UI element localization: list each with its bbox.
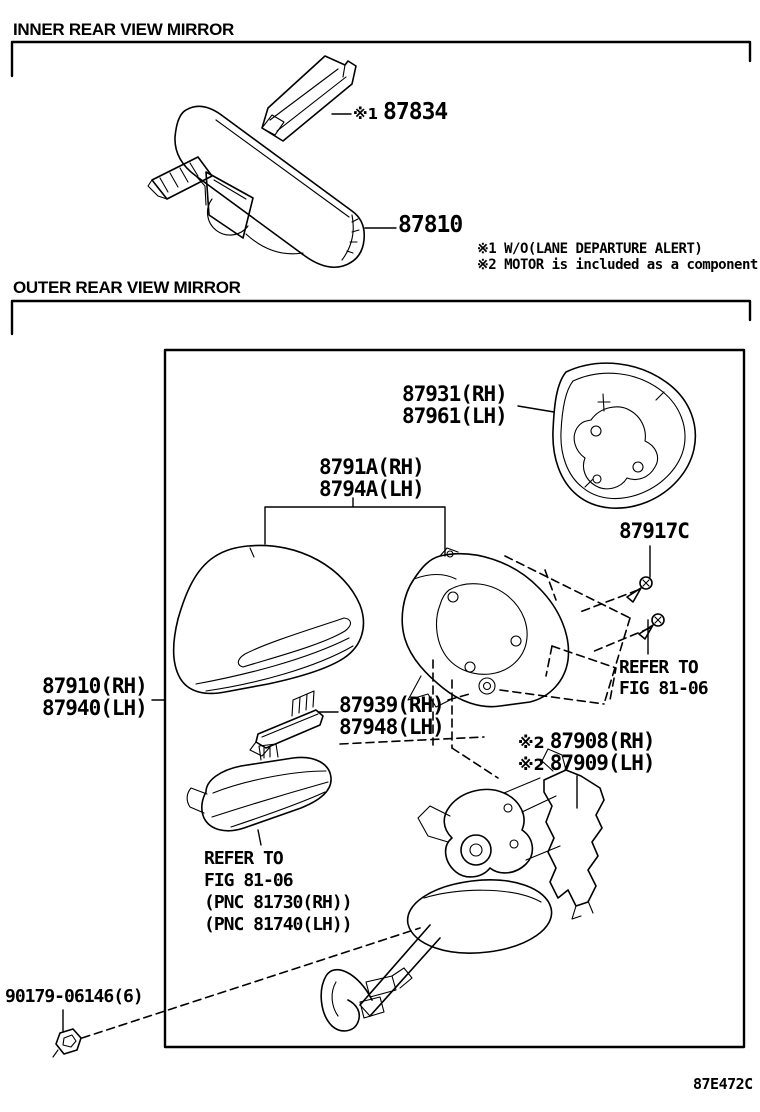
reference-fig-right — [619, 657, 708, 699]
label-glass — [402, 383, 507, 427]
label-nut: 90179-06146(6) — [5, 986, 143, 1007]
label-mirror-cover — [353, 101, 447, 124]
note-1: ※1 W/O(LANE DEPARTURE ALERT) — [477, 241, 703, 257]
part-number-87931-rh: 87931(RH) — [402, 382, 507, 406]
part-number-87910-rh: 87910(RH) — [42, 674, 147, 698]
mirror-housing-drawing — [402, 548, 568, 707]
part-number-87909-lh: 87909(LH) — [549, 751, 655, 775]
reference-fig-left — [204, 848, 352, 936]
refer-to-text: REFER TO — [204, 848, 283, 869]
nut-drawing — [53, 1029, 81, 1057]
ref-mark-1: ※1 — [353, 105, 379, 123]
inner-section-bracket — [12, 42, 750, 76]
part-number-87961-lh: 87961(LH) — [402, 404, 507, 428]
mirror-glass-drawing — [553, 363, 695, 508]
label-cover-set — [319, 456, 424, 500]
part-number-87940-lh: 87940(LH) — [42, 696, 147, 720]
label-actuator — [518, 730, 654, 774]
label-retainer — [339, 694, 444, 738]
inner-section-title: INNER REAR VIEW MIRROR — [13, 20, 235, 39]
ref-mark-2a: ※2 — [518, 733, 545, 752]
part-number-87939-rh: 87939(RH) — [339, 693, 444, 717]
figure-code: 87E472C — [693, 1075, 753, 1093]
part-number-87834: 87834 — [383, 99, 448, 125]
turn-signal-lamp-drawing — [187, 744, 331, 831]
refer-to-text: REFER TO — [619, 657, 698, 678]
outer-section-bracket — [12, 301, 750, 334]
mirror-cover-shell-drawing — [174, 545, 364, 693]
label-mirror-assy — [42, 675, 147, 719]
label-inner-mirror: 87810 — [398, 212, 463, 238]
inner-mirror-drawing — [148, 106, 364, 267]
part-number-8794a-lh: 8794A(LH) — [319, 477, 424, 501]
label-screw: 87917C — [619, 519, 689, 543]
inner-mirror-cover-drawing — [262, 56, 356, 141]
fig-81-06-text: FIG 81-06 — [619, 678, 708, 699]
pnc-81740-text: (PNC 81740(LH)) — [204, 914, 352, 935]
part-number-87908-rh: 87908(RH) — [549, 729, 655, 753]
part-number-8791a-rh: 8791A(RH) — [319, 455, 424, 479]
outer-section-title: OUTER REAR VIEW MIRROR — [13, 278, 241, 297]
pnc-81730-text: (PNC 81730(RH)) — [204, 892, 352, 913]
part-number-87948-lh: 87948(LH) — [339, 715, 444, 739]
note-2: ※2 MOTOR is included as a component — [477, 257, 758, 273]
fig-81-06-text: FIG 81-06 — [204, 870, 293, 891]
actuator-assembly-drawing — [321, 749, 604, 1031]
ref-mark-2b: ※2 — [518, 755, 545, 774]
